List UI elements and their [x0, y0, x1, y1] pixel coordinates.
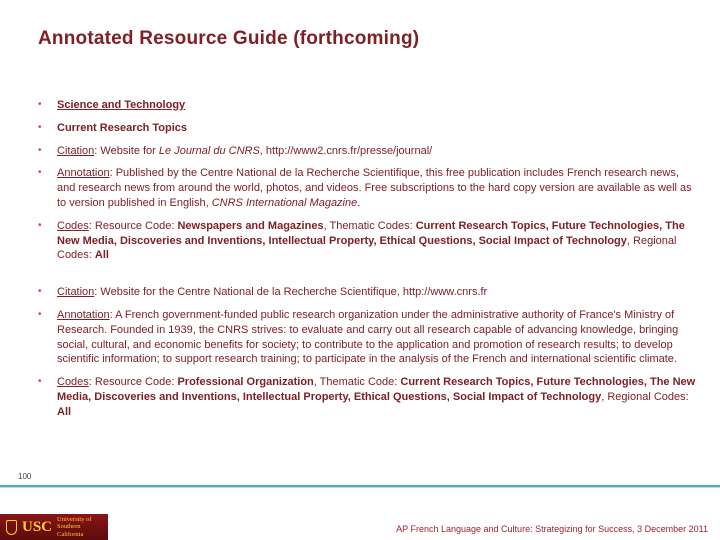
page-number: 100: [18, 472, 32, 481]
bullet-marker: •: [38, 219, 42, 231]
bullet-segment: , Regional Codes:: [601, 390, 689, 403]
bullet-item: [38, 308, 700, 367]
bullet-segment: .: [357, 196, 361, 209]
bullet-marker: •: [38, 308, 42, 320]
bullet-marker: •: [38, 286, 42, 298]
usc-shield-icon: [6, 520, 17, 535]
bullet-segment: Codes: [57, 219, 89, 232]
bullet-segment: , Thematic Codes:: [323, 219, 416, 232]
bullet-text: [57, 166, 700, 210]
bullet-segment: Annotation: [57, 167, 110, 180]
bullet-segment: , http://www2.cnrs.fr/presse/journal/: [259, 144, 433, 157]
bullet-item: [38, 144, 700, 159]
bullet-item: [38, 285, 700, 300]
bullet-list: [38, 98, 700, 428]
bullet-segment: : Website for the Centre National de la Recherche Scientifique, http://www.cnrs.fr: [94, 286, 488, 299]
bullet-segment: Annotation: [57, 308, 110, 321]
bullet-segment: Le Journal du CNRS: [158, 144, 260, 157]
bullet-text: [57, 375, 700, 419]
bullet-segment: Citation: [57, 286, 95, 299]
bullet-marker: •: [38, 376, 42, 388]
bullet-segment: Current Research Topics, Future Technologies, The New Media, Discoveries and Inventions, Intellectual Property, Ethical Questions, Social Impact of Technology: [57, 376, 696, 403]
bullet-segment: Codes: [57, 376, 89, 389]
bullet-segment: , Thematic Code:: [313, 376, 401, 389]
bullet-item: [38, 166, 700, 210]
page-title: Annotated Resource Guide (forthcoming): [38, 28, 420, 49]
bullet-segment: CNRS International Magazine: [211, 196, 358, 209]
bullet-text: [57, 308, 700, 367]
bullet-segment: Current Research Topics, Future Technologies, The New Media, Discoveries and Inventions, Intellectual Property, Ethical Questions, Social Impact of Technology: [57, 219, 685, 247]
bullet-segment: Professional Organization: [177, 376, 314, 389]
bullet-text: [57, 219, 700, 263]
bullet-segment: , Regional Codes:: [57, 234, 677, 262]
bullet-marker: •: [38, 99, 42, 110]
bullet-item: [38, 121, 700, 136]
bullet-segment: All: [57, 405, 72, 418]
bullet-text: [57, 285, 700, 300]
bullet-marker: •: [38, 167, 42, 179]
usc-logo-name-line2: Southern California: [57, 523, 84, 538]
bullet-segment: Citation: [57, 144, 95, 157]
divider-line: [0, 485, 720, 488]
bullet-segment: All: [94, 249, 109, 262]
bullet-segment: Newspapers and Magazines: [177, 219, 324, 232]
usc-logo-acronym: USC: [22, 518, 53, 535]
bullet-item: [38, 219, 700, 263]
bullet-segment: Current Research Topics: [57, 121, 188, 134]
bullet-text: [57, 98, 700, 113]
usc-logo-name-line1: University of: [57, 515, 92, 523]
bullet-segment: : Website for: [94, 144, 159, 157]
usc-logo-name: [57, 516, 102, 539]
bullet-marker: •: [38, 144, 42, 156]
bullet-item: [38, 98, 700, 113]
bullet-text: [57, 144, 700, 159]
bullet-segment: Science and Technology: [57, 99, 186, 111]
bullet-segment: : Resource Code:: [88, 219, 178, 232]
bullet-item: [38, 375, 700, 419]
bullet-text: [57, 121, 700, 136]
bullet-segment: : Published by the Centre National de la Recherche Scientifique, this free publication includes French research news, and research news from around the world, photos, and videos. Free subscriptions to the hard copy version are available as well as to version published in English,: [57, 167, 692, 209]
bullet-marker: •: [38, 121, 42, 133]
bullet-segment: : Resource Code:: [88, 376, 178, 389]
bullet-segment: : A French government-funded public research organization under the administrative authority of France's Ministry of Research. Founded in 1939, the CNRS strives: to evaluate and carry out all research capable of advancing knowledge, bringing social, cultural, and economic benefits for society; to contribute to the application and promotion of research results; to develop scientific information; to support research training; to participate in the analysis of the French and international scientific climate.: [57, 308, 679, 366]
footer-text: AP French Language and Culture: Strategizing for Success, 3 December 2011: [396, 524, 708, 534]
usc-logo: [0, 514, 108, 540]
